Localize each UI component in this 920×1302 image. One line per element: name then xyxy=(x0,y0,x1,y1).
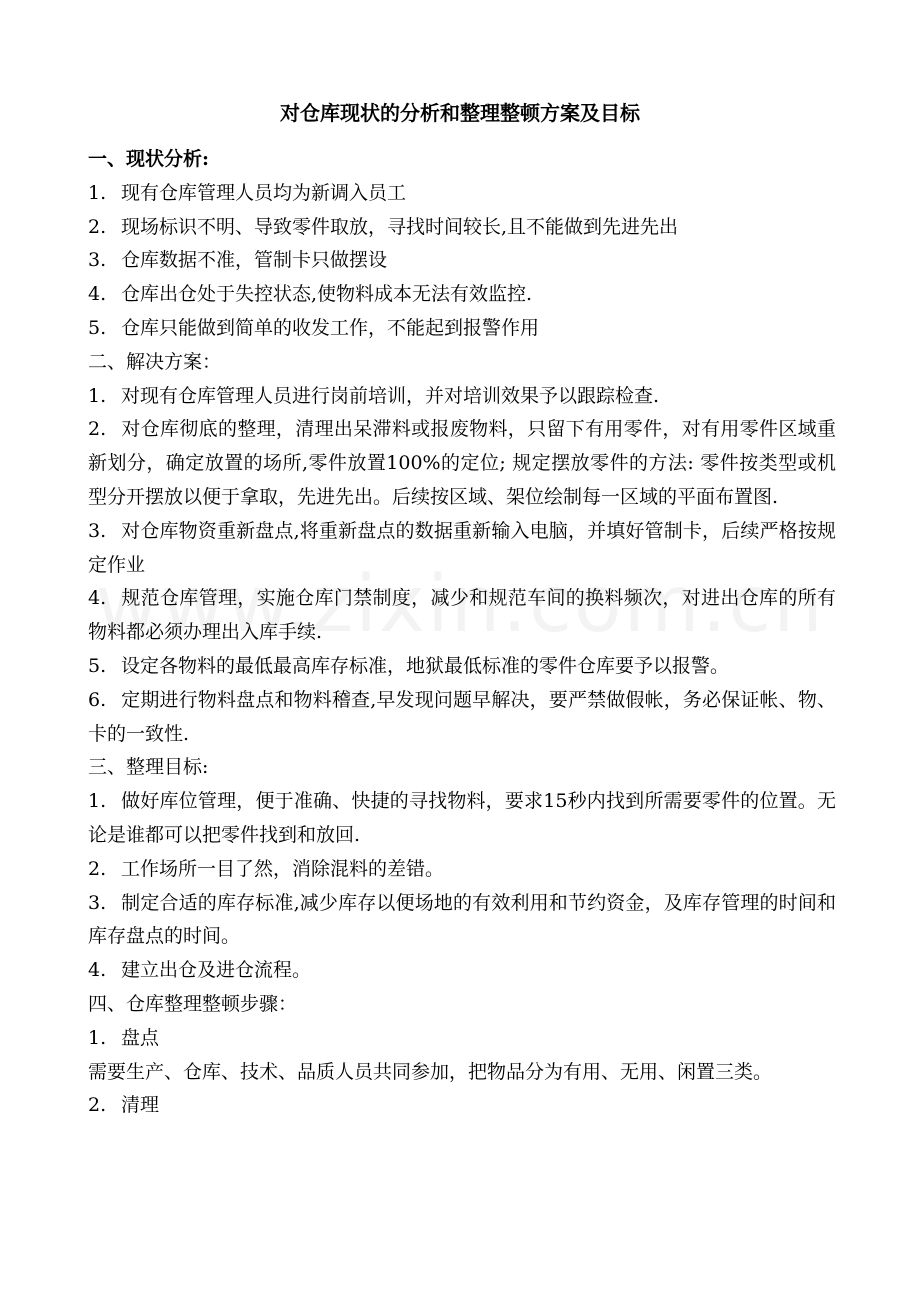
list-item xyxy=(88,312,836,346)
item-number: 3. xyxy=(88,249,107,272)
item-text: 仓库只能做到简单的收发工作，不能起到报警作用 xyxy=(121,316,540,339)
list-item xyxy=(88,1022,836,1056)
item-text: 建立出仓及进仓流程。 xyxy=(121,959,312,982)
list-item xyxy=(88,1089,836,1123)
item-number: 6. xyxy=(88,688,107,711)
section-heading-solution: 二、解决方案： xyxy=(88,350,222,373)
item-number: 1. xyxy=(88,384,107,407)
item-number: 3. xyxy=(88,519,107,542)
item-number: 4. xyxy=(88,587,107,610)
item-text: 现场标识不明、导致零件取放，寻找时间较长,且不能做到先进先出 xyxy=(121,215,679,238)
list-item xyxy=(88,582,836,650)
item-text: 对仓库物资重新盘点,将重新盘点的数据重新输入电脑，并填好管制卡，后续严格按规定作业 xyxy=(88,519,836,576)
list-item xyxy=(88,684,836,752)
list-item xyxy=(88,650,836,684)
item-text: 定期进行物料盘点和物料稽查,早发现问题早解决，要严禁做假帐，务必保证帐、物、卡的一致性. xyxy=(88,688,836,745)
list-item xyxy=(88,887,836,955)
item-number: 4. xyxy=(88,959,107,982)
item-number: 2. xyxy=(88,215,107,238)
list-item xyxy=(88,244,836,278)
item-text: 规范仓库管理，实施仓库门禁制度，减少和规范车间的换料频次，对进出仓库的所有物料都必须办理出入库手续. xyxy=(88,587,836,644)
item-text: 工作场所一目了然，消除混料的差错。 xyxy=(121,857,445,880)
list-item xyxy=(88,954,836,988)
list-item xyxy=(88,853,836,887)
item-text: 清理 xyxy=(121,1094,160,1117)
item-text: 盘点 xyxy=(121,1026,160,1049)
item-number: 1. xyxy=(88,790,107,813)
document-title: 对仓库现状的分析和整理整顿方案及目标 xyxy=(280,101,640,125)
item-text: 仓库数据不准，管制卡只做摆设 xyxy=(121,249,388,272)
list-item xyxy=(88,785,836,853)
item-number: 1. xyxy=(88,181,107,204)
item-number: 5. xyxy=(88,654,107,677)
section-heading-goals: 三、整理目标: xyxy=(88,756,209,779)
item-text: 对现有仓库管理人员进行岗前培训，并对培训效果予以跟踪检查. xyxy=(121,384,660,407)
item-text: 做好库位管理，便于准确、快捷的寻找物料，要求15秒内找到所需要零件的位置。无论是谁都可以把零件找到和放回. xyxy=(88,790,836,846)
item-number: 5. xyxy=(88,316,107,339)
item-number: 2. xyxy=(88,857,107,880)
section-heading-steps: 四、仓库整理整顿步骤： xyxy=(88,992,298,1015)
list-item xyxy=(88,380,836,414)
item-text: 设定各物料的最低最高库存标准，地狱最低标准的零件仓库要予以报警。 xyxy=(121,654,730,677)
item-number: 3. xyxy=(88,891,107,914)
item-number: 2. xyxy=(88,418,107,441)
item-number: 4. xyxy=(88,283,107,306)
item-text: 制定合适的库存标准,减少库存以便场地的有效利用和节约资金，及库存管理的时间和库存盘点的时间。 xyxy=(88,891,836,948)
list-item xyxy=(88,515,836,583)
item-text: 现有仓库管理人员均为新调入员工 xyxy=(121,181,407,204)
list-item xyxy=(88,211,836,245)
list-item xyxy=(88,413,836,514)
list-item xyxy=(88,177,836,211)
document-body xyxy=(88,143,836,1123)
step-note: 需要生产、仓库、技术、品质人员共同参加，把物品分为有用、无用、闲置三类。 xyxy=(88,1060,773,1083)
item-text: 对仓库彻底的整理，清理出呆滞料或报废物料，只留下有用零件，对有用零件区域重新划分，确定放置的场所,零件放置100%的定位; 规定摆放零件的方法: 零件按类型或机型分开摆放以便于拿取，先进先出。后续按区域、架位绘制每一区域的平面布置图. xyxy=(88,418,836,508)
item-number: 2. xyxy=(88,1094,107,1117)
item-number: 1. xyxy=(88,1026,107,1049)
section-heading-status-analysis: 一、现状分析: xyxy=(88,148,210,170)
item-text: 仓库出仓处于失控状态,使物料成本无法有效监控. xyxy=(121,283,533,306)
list-item xyxy=(88,278,836,312)
